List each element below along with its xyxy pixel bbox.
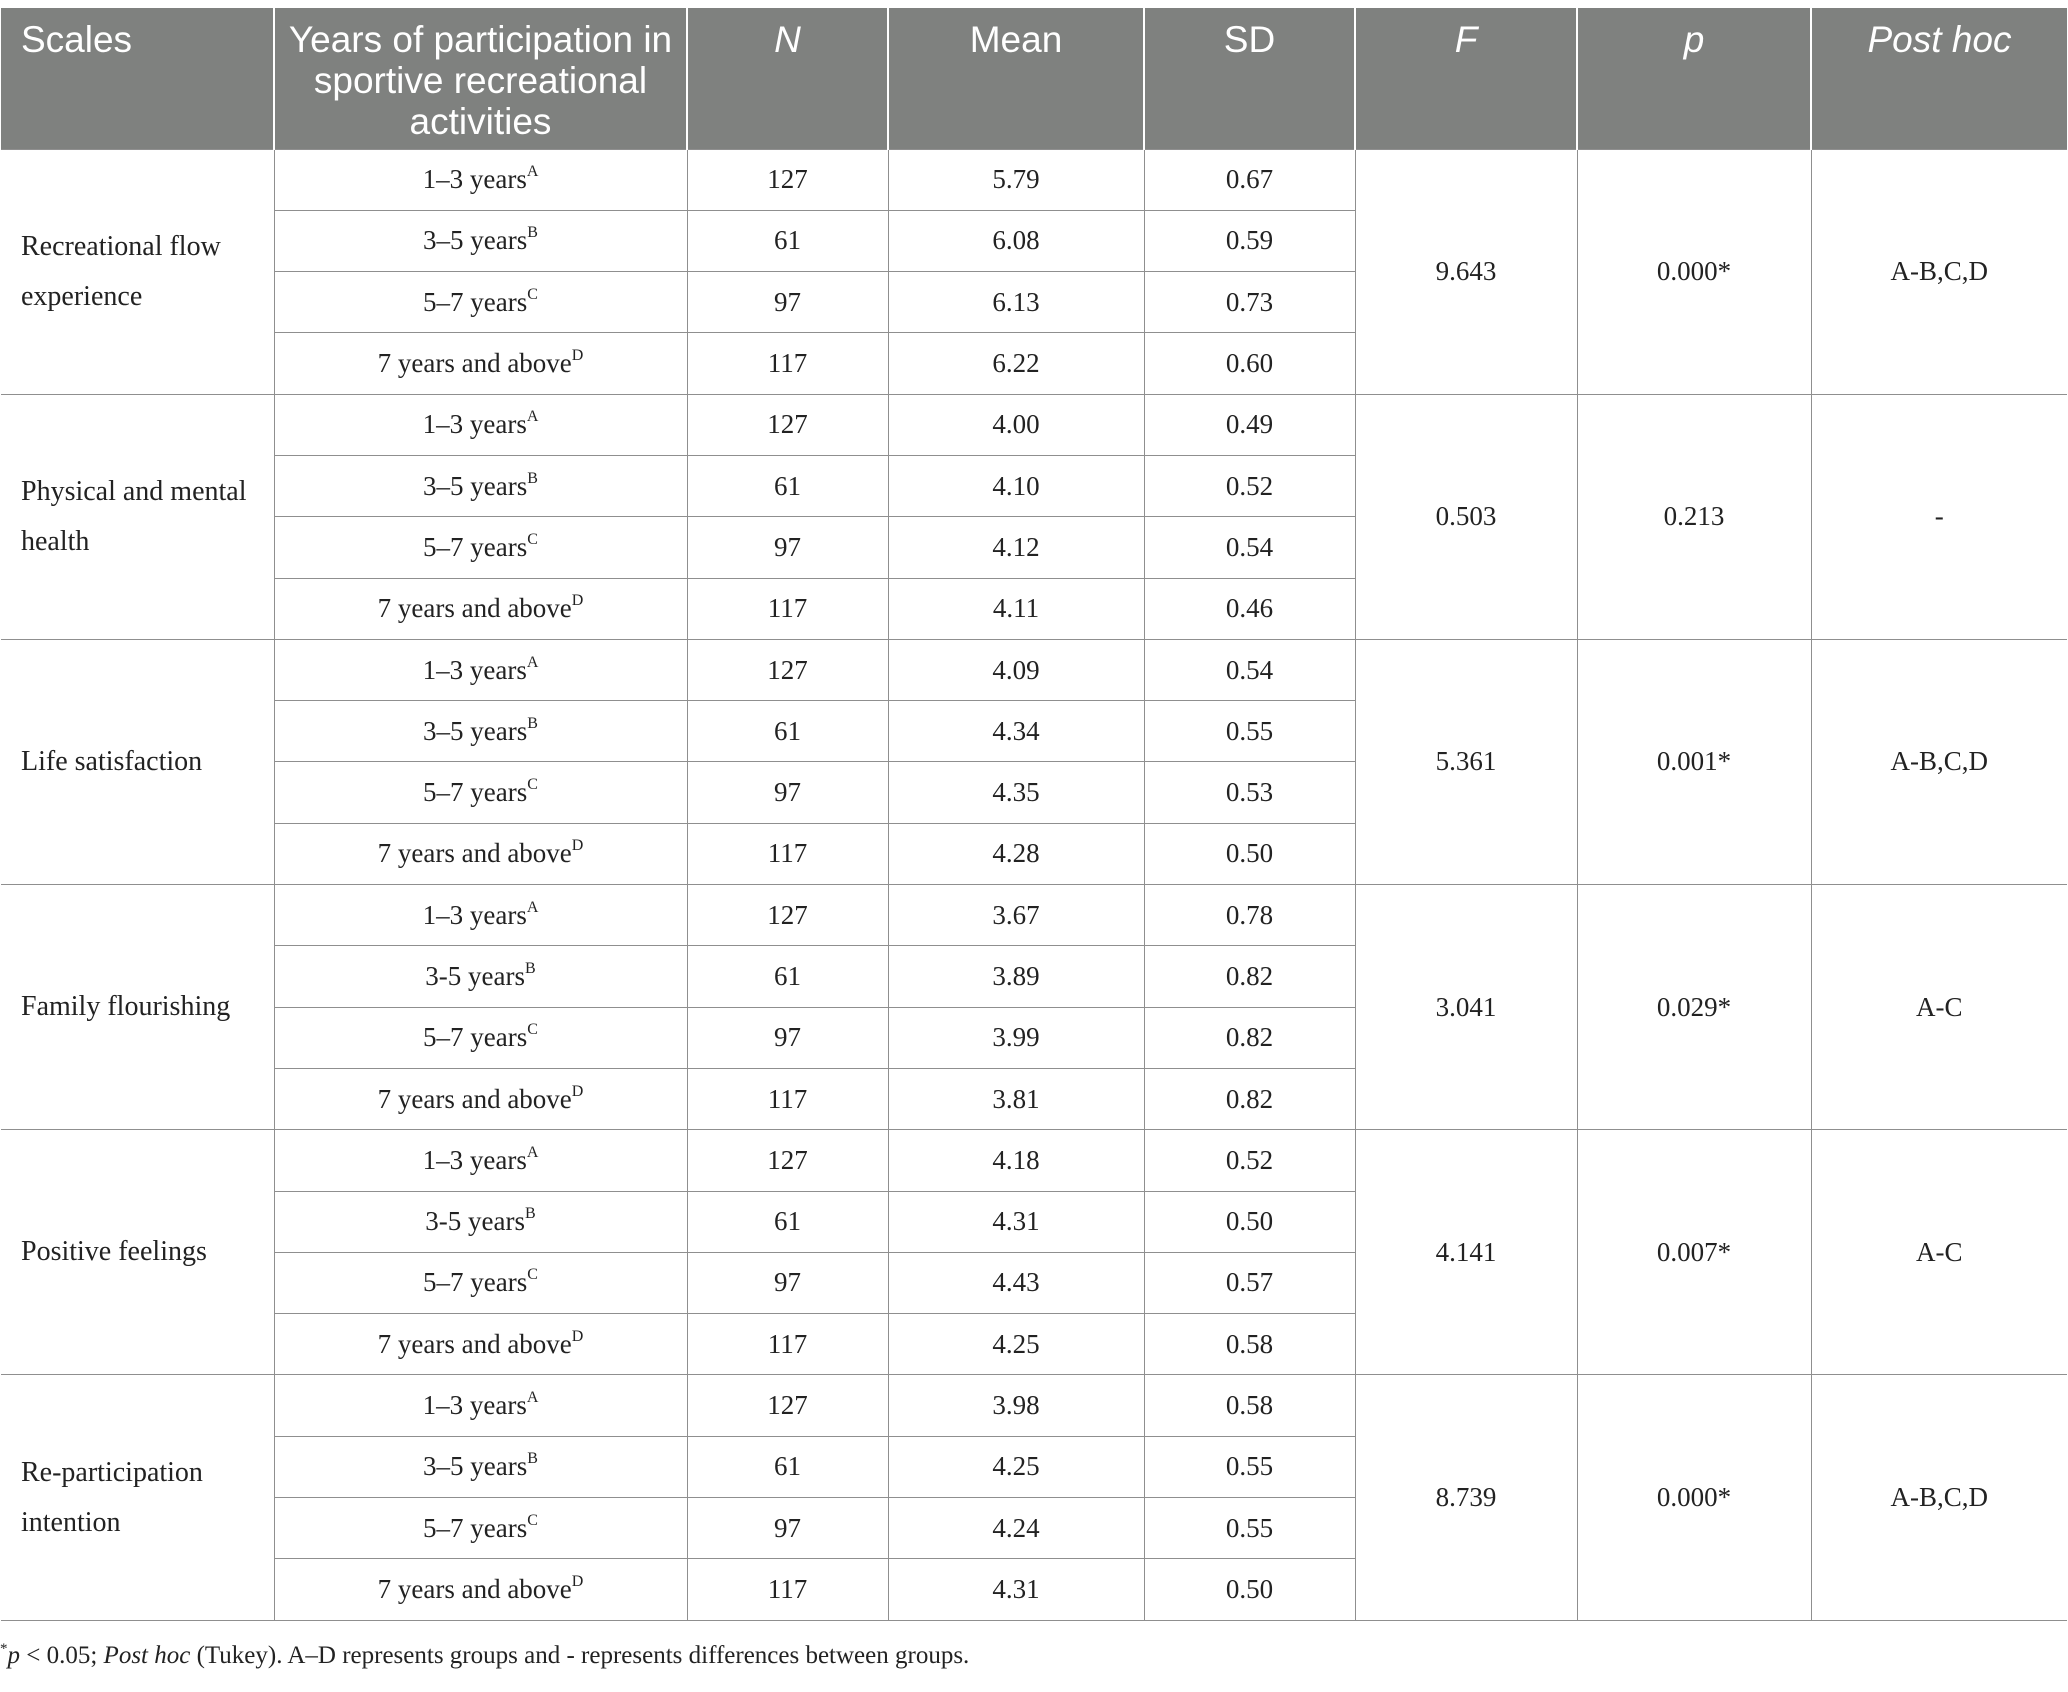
group-letter: C — [527, 1266, 538, 1284]
group-cell — [274, 823, 687, 884]
mean-cell: 4.00 — [888, 394, 1144, 455]
group-letter: C — [527, 776, 538, 794]
group-cell — [274, 333, 687, 394]
header-mean: Mean — [888, 8, 1144, 149]
f-cell: 0.503 — [1355, 394, 1577, 639]
group-cell — [274, 394, 687, 455]
group-letter: D — [571, 1327, 584, 1345]
sd-cell: 0.82 — [1144, 946, 1355, 1007]
group-cell — [274, 1314, 687, 1375]
table-row — [1, 885, 2067, 946]
group-cell — [274, 272, 687, 333]
mean-cell: 4.35 — [888, 762, 1144, 823]
group-label: 7 years and above — [377, 1083, 572, 1114]
group-cell — [274, 1559, 687, 1620]
group-label: 3-5 years — [425, 1206, 526, 1237]
group-label: 1–3 years — [422, 409, 527, 440]
table-row — [1, 1375, 2067, 1436]
n-cell: 117 — [687, 333, 888, 394]
mean-cell: 4.10 — [888, 455, 1144, 516]
n-cell: 61 — [687, 701, 888, 762]
mean-cell: 4.34 — [888, 701, 1144, 762]
sd-cell: 0.58 — [1144, 1375, 1355, 1436]
p-cell: 0.213 — [1577, 394, 1811, 639]
group-letter: D — [571, 347, 584, 365]
group-cell — [274, 149, 687, 210]
sd-cell: 0.50 — [1144, 823, 1355, 884]
anova-table — [1, 8, 2067, 1621]
group-letter: A — [526, 1143, 539, 1161]
group-label: 3–5 years — [423, 1451, 528, 1482]
mean-cell: 6.22 — [888, 333, 1144, 394]
mean-cell: 4.25 — [888, 1314, 1144, 1375]
table-row — [1, 149, 2067, 210]
p-cell: 0.000* — [1577, 1375, 1811, 1620]
group-letter: A — [526, 1389, 539, 1407]
sd-cell: 0.50 — [1144, 1191, 1355, 1252]
group-cell — [274, 1498, 687, 1559]
group-letter: A — [526, 653, 539, 671]
group-label: 5–7 years — [423, 777, 528, 808]
n-cell: 127 — [687, 885, 888, 946]
group-label: 5–7 years — [423, 1512, 528, 1543]
mean-cell: 3.98 — [888, 1375, 1144, 1436]
header-row — [1, 8, 2067, 149]
group-cell — [274, 701, 687, 762]
group-label: 3–5 years — [423, 715, 528, 746]
group-letter: A — [526, 163, 539, 181]
group-letter: C — [527, 1511, 538, 1529]
group-cell — [274, 639, 687, 700]
group-cell — [274, 946, 687, 1007]
mean-cell: 4.31 — [888, 1559, 1144, 1620]
mean-cell: 4.12 — [888, 517, 1144, 578]
n-cell: 127 — [687, 639, 888, 700]
mean-cell: 6.13 — [888, 272, 1144, 333]
n-cell: 117 — [687, 1314, 888, 1375]
group-letter: D — [571, 1082, 584, 1100]
n-cell: 97 — [687, 1007, 888, 1068]
footnote-rest: (Tukey). A–D represents groups and - represents differences between groups. — [190, 1642, 970, 1669]
header-years: Years of participation in sportive recreational activities — [274, 8, 687, 149]
sd-cell: 0.55 — [1144, 701, 1355, 762]
header-p: p — [1577, 8, 1811, 149]
sd-cell: 0.78 — [1144, 885, 1355, 946]
p-cell: 0.007* — [1577, 1130, 1811, 1375]
posthoc-cell: A-B,C,D — [1811, 1375, 2067, 1620]
footnote-posthoc: Post hoc — [103, 1642, 191, 1669]
group-label: 5–7 years — [423, 531, 528, 562]
group-letter: D — [571, 1572, 584, 1590]
sd-cell: 0.46 — [1144, 578, 1355, 639]
posthoc-cell: - — [1811, 394, 2067, 639]
group-letter: D — [571, 592, 584, 610]
group-cell — [274, 455, 687, 516]
p-cell: 0.001* — [1577, 639, 1811, 884]
mean-cell: 4.11 — [888, 578, 1144, 639]
sd-cell: 0.60 — [1144, 333, 1355, 394]
group-cell — [274, 1068, 687, 1129]
group-label: 3-5 years — [425, 961, 526, 991]
p-cell: 0.029* — [1577, 885, 1811, 1130]
group-label: 3–5 years — [423, 470, 528, 501]
group-cell — [274, 1436, 687, 1497]
scale-cell: Positive feelings — [1, 1130, 274, 1375]
header-scales: Scales — [1, 8, 274, 149]
mean-cell: 4.31 — [888, 1191, 1144, 1252]
group-label: 1–3 years — [422, 164, 527, 195]
group-letter: B — [527, 714, 538, 732]
group-letter: B — [527, 1450, 538, 1468]
f-cell: 4.141 — [1355, 1130, 1577, 1375]
table-row — [1, 394, 2067, 455]
p-cell: 0.000* — [1577, 149, 1811, 394]
sd-cell: 0.55 — [1144, 1436, 1355, 1497]
n-cell: 117 — [687, 578, 888, 639]
n-cell: 127 — [687, 1130, 888, 1191]
mean-cell: 4.43 — [888, 1252, 1144, 1313]
sd-cell: 0.57 — [1144, 1252, 1355, 1313]
n-cell: 97 — [687, 272, 888, 333]
sd-cell: 0.49 — [1144, 394, 1355, 455]
posthoc-cell: A-C — [1811, 1130, 2067, 1375]
n-cell: 61 — [687, 1191, 888, 1252]
group-letter: C — [527, 1021, 538, 1039]
n-cell: 127 — [687, 394, 888, 455]
group-letter: B — [525, 960, 536, 977]
f-cell: 5.361 — [1355, 639, 1577, 884]
group-cell — [274, 885, 687, 946]
group-letter: C — [527, 530, 538, 548]
group-cell — [274, 517, 687, 578]
table-container — [0, 8, 2068, 1621]
n-cell: 127 — [687, 1375, 888, 1436]
table-row — [1, 1130, 2067, 1191]
n-cell: 61 — [687, 1436, 888, 1497]
posthoc-cell: A-B,C,D — [1811, 149, 2067, 394]
footnote-threshold: < 0.05; — [20, 1642, 104, 1669]
sd-cell: 0.58 — [1144, 1314, 1355, 1375]
f-cell: 3.041 — [1355, 885, 1577, 1130]
group-label: 7 years and above — [377, 348, 572, 379]
mean-cell: 4.09 — [888, 639, 1144, 700]
n-cell: 117 — [687, 823, 888, 884]
sd-cell: 0.54 — [1144, 517, 1355, 578]
n-cell: 97 — [687, 517, 888, 578]
group-letter: A — [526, 408, 539, 426]
mean-cell: 4.24 — [888, 1498, 1144, 1559]
posthoc-cell: A-B,C,D — [1811, 639, 2067, 884]
group-letter: C — [527, 285, 538, 303]
sd-cell: 0.52 — [1144, 1130, 1355, 1191]
group-label: 7 years and above — [377, 593, 572, 624]
sd-cell: 0.52 — [1144, 455, 1355, 516]
header-sd: SD — [1144, 8, 1355, 149]
header-f: F — [1355, 8, 1577, 149]
group-cell — [274, 210, 687, 271]
group-letter: B — [527, 469, 538, 487]
group-cell — [274, 762, 687, 823]
mean-cell: 4.25 — [888, 1436, 1144, 1497]
sd-cell: 0.59 — [1144, 210, 1355, 271]
scale-cell: Re-participation intention — [1, 1375, 274, 1620]
table-body — [1, 149, 2067, 1620]
sd-cell: 0.55 — [1144, 1498, 1355, 1559]
n-cell: 61 — [687, 210, 888, 271]
n-cell: 127 — [687, 149, 888, 210]
n-cell: 97 — [687, 762, 888, 823]
n-cell: 97 — [687, 1252, 888, 1313]
mean-cell: 4.18 — [888, 1130, 1144, 1191]
f-cell: 9.643 — [1355, 149, 1577, 394]
scale-cell: Family flourishing — [1, 885, 274, 1130]
sd-cell: 0.82 — [1144, 1007, 1355, 1068]
mean-cell: 6.08 — [888, 210, 1144, 271]
group-label: 1–3 years — [422, 654, 527, 685]
mean-cell: 3.99 — [888, 1007, 1144, 1068]
scale-cell: Life satisfaction — [1, 639, 274, 884]
n-cell: 61 — [687, 946, 888, 1007]
group-letter: A — [526, 898, 539, 916]
group-cell — [274, 1252, 687, 1313]
group-label: 5–7 years — [423, 1267, 528, 1298]
group-cell — [274, 1191, 687, 1252]
sd-cell: 0.53 — [1144, 762, 1355, 823]
group-label: 7 years and above — [377, 1328, 572, 1359]
footnote-star: * — [0, 1641, 8, 1657]
group-letter: B — [527, 224, 538, 242]
group-cell — [274, 578, 687, 639]
group-cell — [274, 1130, 687, 1191]
n-cell: 117 — [687, 1559, 888, 1620]
f-cell: 8.739 — [1355, 1375, 1577, 1620]
sd-cell: 0.50 — [1144, 1559, 1355, 1620]
mean-cell: 3.81 — [888, 1068, 1144, 1129]
mean-cell: 4.28 — [888, 823, 1144, 884]
posthoc-cell: A-C — [1811, 885, 2067, 1130]
group-label: 7 years and above — [377, 1573, 572, 1604]
group-letter: D — [571, 837, 584, 855]
scale-cell: Recreational flow experience — [1, 149, 274, 394]
scale-cell: Physical and mental health — [1, 394, 274, 639]
group-cell — [274, 1375, 687, 1436]
n-cell: 97 — [687, 1498, 888, 1559]
mean-cell: 5.79 — [888, 149, 1144, 210]
group-letter: B — [525, 1205, 536, 1223]
sd-cell: 0.67 — [1144, 149, 1355, 210]
footnote-p: p — [7, 1642, 20, 1669]
sd-cell: 0.54 — [1144, 639, 1355, 700]
header-posthoc: Post hoc — [1811, 8, 2067, 149]
table-row — [1, 639, 2067, 700]
header-n: N — [687, 8, 888, 149]
group-label: 1–3 years — [422, 1144, 527, 1175]
group-label: 3–5 years — [423, 225, 528, 256]
group-label: 1–3 years — [422, 1390, 527, 1421]
group-cell — [274, 1007, 687, 1068]
n-cell: 61 — [687, 455, 888, 516]
group-label: 5–7 years — [423, 286, 528, 317]
mean-cell: 3.67 — [888, 885, 1144, 946]
n-cell: 117 — [687, 1068, 888, 1129]
group-label: 1–3 years — [422, 899, 527, 930]
group-label: 7 years and above — [377, 838, 572, 869]
sd-cell: 0.82 — [1144, 1068, 1355, 1129]
group-label: 5–7 years — [423, 1022, 528, 1053]
sd-cell: 0.73 — [1144, 272, 1355, 333]
table-footnote — [0, 1642, 969, 1670]
mean-cell: 3.89 — [888, 946, 1144, 1007]
